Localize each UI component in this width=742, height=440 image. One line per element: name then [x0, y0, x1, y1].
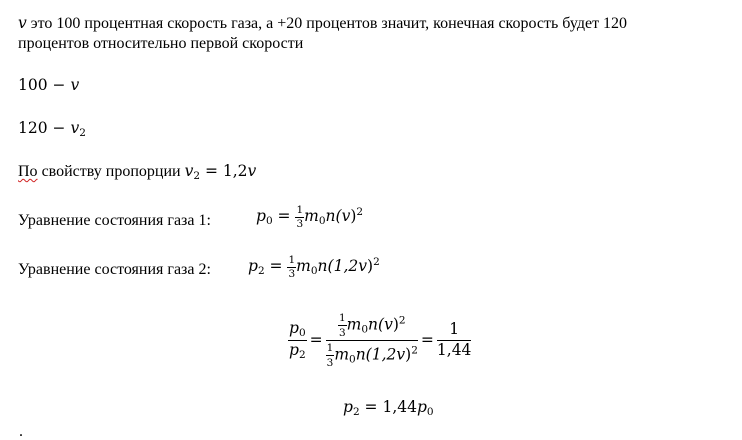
prop3-rhs: = 1,2: [200, 162, 248, 180]
proportion-line-1: [18, 78, 79, 94]
ratio-top-m-sub: 0: [361, 323, 369, 336]
ratio-p0-sub: 0: [298, 327, 306, 340]
eq2-sup: 2: [373, 256, 380, 268]
ratio-left-fraction: [288, 320, 307, 361]
prop2-sub: 2: [79, 127, 86, 139]
ratio-top-rest: n(: [368, 315, 385, 334]
prop1-var: v: [70, 76, 80, 94]
prop1-dash: −: [47, 76, 71, 94]
intro-line-2: [18, 36, 303, 52]
final-p-sub: 2: [352, 406, 360, 418]
prop1-value: 100: [18, 76, 48, 94]
ratio-p0: p: [289, 319, 299, 338]
intro-line-1: [18, 16, 627, 32]
eq2-close: ): [367, 257, 374, 275]
ratio-bottom-m: m: [334, 345, 350, 364]
state-equation-2: [248, 255, 380, 279]
ratio-bottom-third-num: 1: [326, 342, 335, 356]
final-result: [343, 400, 434, 418]
prop2-var: v: [70, 119, 80, 137]
ratio-p2-sub: 2: [298, 349, 306, 362]
eq1-p-sub: 0: [265, 215, 273, 227]
ratio-bottom-third: [326, 342, 335, 369]
eq2-p-sub: 2: [257, 265, 265, 277]
intro-text-2: процентов относительно первой скорости: [18, 35, 304, 52]
final-text: = 1,44: [359, 398, 417, 416]
eq1-frac-den: 3: [296, 217, 304, 230]
velocity-symbol: v: [18, 14, 27, 32]
eq2-frac-den: 3: [288, 267, 296, 280]
prop3-var: v: [184, 162, 194, 180]
ratio-top-third: [338, 312, 347, 339]
eq1-var: v: [341, 207, 351, 225]
ratio-middle-fraction: [326, 312, 418, 369]
eq2-fraction: [287, 255, 296, 279]
stray-dot-text: .: [19, 423, 23, 440]
ratio-top-close: ): [392, 315, 399, 334]
state-equation-2-line: [18, 262, 211, 278]
ratio-bottom-rest: n(1,2: [355, 345, 397, 364]
ratio-equals-1: =: [309, 330, 323, 349]
ratio-p2: p: [289, 341, 299, 360]
ratio-bottom-sup: 2: [411, 344, 418, 357]
eq1-frac-num: 1: [296, 204, 304, 216]
ratio-bottom-m-sub: 0: [349, 353, 356, 366]
prop3-rhs-var: v: [247, 162, 257, 180]
eq1-fraction: [295, 205, 304, 229]
eq2-var: v: [358, 257, 367, 275]
ratio-top-var: v: [384, 315, 393, 334]
intro-text-1: это 100 процентная скорость газа, а +20 процентов значит, конечная скорость будет 120: [26, 15, 628, 32]
ratio-bottom-close: ): [405, 345, 412, 364]
ratio-top-third-num: 1: [338, 312, 347, 326]
eq1-m-sub: 0: [318, 215, 326, 227]
state-equation-1-label: [18, 213, 211, 229]
final-p2-sub: 0: [426, 406, 434, 418]
eq1-label-text: Уравнение состояния газа 1:: [18, 212, 211, 229]
eq2-frac-num: 1: [288, 254, 296, 266]
eq1-close: ): [350, 207, 357, 225]
ratio-bottom-third-den: 3: [326, 357, 334, 370]
ratio-top-m: m: [346, 315, 362, 334]
eq1-equals: =: [272, 207, 296, 225]
eq1-sup: 2: [356, 206, 364, 218]
eq1-p: p: [256, 207, 266, 225]
proportion-rule-text: свойству пропорции: [37, 163, 185, 180]
eq2-m: m: [296, 257, 311, 275]
state-equation-1: [256, 205, 363, 229]
ratio-result-den: 1,44: [436, 341, 472, 360]
prop2-value: 120: [18, 119, 48, 137]
final-p2: p: [416, 398, 427, 416]
ratio-result-num: 1: [437, 321, 472, 341]
spell-flagged-word: По: [18, 163, 38, 180]
eq1-m: m: [304, 207, 319, 225]
proportion-rule-line: [18, 164, 256, 182]
eq2-equals: =: [264, 257, 288, 275]
proportion-line-2: [18, 121, 86, 139]
eq1-rest: n(: [325, 207, 342, 225]
ratio-bottom-var: v: [396, 345, 406, 364]
ratio-result-fraction: [437, 321, 472, 360]
ratio-equals-2: =: [420, 330, 434, 349]
eq2-p: p: [248, 257, 258, 275]
eq2-rest: n(1,2: [317, 257, 359, 275]
prop2-dash: −: [47, 119, 71, 137]
ratio-top-sup: 2: [398, 314, 406, 327]
eq2-m-sub: 0: [310, 265, 318, 277]
final-p: p: [343, 398, 353, 416]
eq2-label-text: Уравнение состояния газа 2:: [18, 261, 211, 278]
prop3-sub: 2: [193, 170, 201, 182]
ratio-equation: [288, 312, 471, 369]
ratio-top-third-den: 3: [338, 327, 346, 340]
